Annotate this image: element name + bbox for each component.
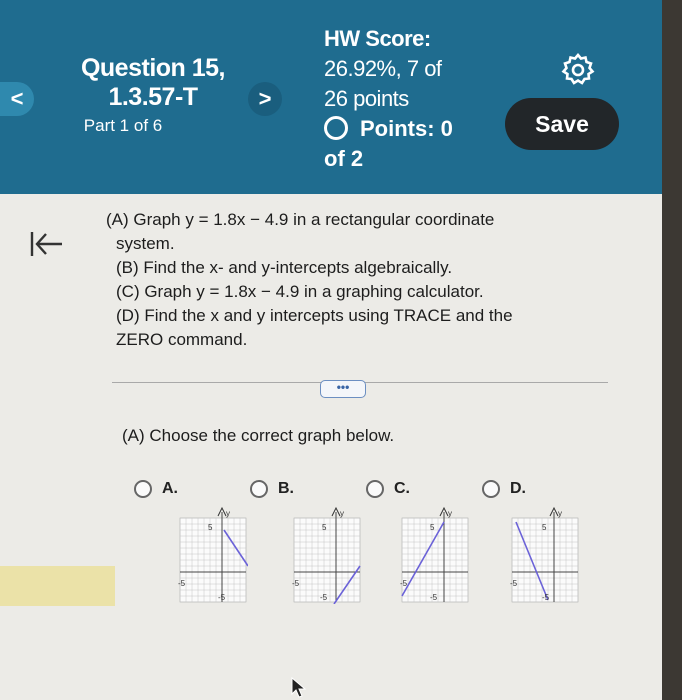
problem-part-c: (C) Graph y = 1.8x − 4.9 in a graphing calculator. bbox=[116, 282, 484, 301]
points-value: Points: 0 bbox=[360, 116, 453, 141]
part-a-prompt: (A) Choose the correct graph below. bbox=[122, 426, 395, 445]
graph-a-five: 5 bbox=[208, 523, 213, 532]
header-bar bbox=[0, 0, 662, 194]
question-part: Part 1 of 6 bbox=[83, 116, 163, 135]
points-ring-icon bbox=[324, 116, 348, 140]
graph-c-neg-five: -5 bbox=[400, 579, 408, 588]
problem-part-a-cont: system. bbox=[116, 234, 175, 253]
points-total: of 2 bbox=[324, 146, 364, 171]
question-title bbox=[58, 54, 248, 112]
graph-a-y-label: y bbox=[226, 509, 230, 518]
graph-a-neg-five: -5 bbox=[178, 579, 186, 588]
grid bbox=[402, 518, 468, 602]
question-id: 1.3.57-T bbox=[108, 83, 198, 111]
chevron-right-icon: > bbox=[258, 86, 272, 111]
graph-a[interactable] bbox=[176, 504, 248, 604]
radio-d[interactable] bbox=[482, 480, 500, 498]
graph-b-five: 5 bbox=[322, 523, 327, 532]
next-question-button[interactable] bbox=[248, 82, 282, 116]
graph-c[interactable] bbox=[398, 504, 470, 604]
hw-score-label: HW Score: bbox=[324, 26, 431, 51]
question-content bbox=[0, 194, 662, 700]
graph-c-y-label: y bbox=[448, 509, 452, 518]
graph-b[interactable] bbox=[290, 504, 362, 604]
graph-b-neg-five: -5 bbox=[292, 579, 300, 588]
problem-statement bbox=[106, 208, 586, 352]
problem-part-d-cont: ZERO command. bbox=[116, 330, 248, 349]
radio-c[interactable] bbox=[366, 480, 384, 498]
radio-a[interactable] bbox=[134, 480, 152, 498]
radio-b[interactable] bbox=[250, 480, 268, 498]
graph-d-y-label: y bbox=[558, 509, 562, 518]
graph-a-neg-five-y: -5 bbox=[218, 593, 226, 602]
hw-score bbox=[324, 24, 514, 114]
option-a-label: A. bbox=[162, 480, 178, 497]
problem-part-b: (B) Find the x- and y-intercepts algebraically. bbox=[116, 258, 453, 277]
option-d[interactable] bbox=[482, 480, 526, 498]
problem-part-a: (A) Graph y = 1.8x − 4.9 in a rectangular coordinate bbox=[106, 210, 495, 229]
graph-d-neg-five-y: -5 bbox=[542, 593, 550, 602]
graph-b-neg-five-y: -5 bbox=[320, 593, 328, 602]
problem-part-d: (D) Find the x and y intercepts using TRACE and the bbox=[116, 306, 513, 325]
save-button[interactable]: Save bbox=[505, 98, 619, 150]
option-c[interactable] bbox=[366, 480, 410, 498]
option-c-label: C. bbox=[394, 480, 410, 497]
graph-c-five: 5 bbox=[430, 523, 435, 532]
collapse-left-icon[interactable] bbox=[26, 224, 66, 264]
gear-icon[interactable] bbox=[560, 52, 596, 88]
graph-b-y-label: y bbox=[340, 509, 344, 518]
graph-d-neg-five: -5 bbox=[510, 579, 518, 588]
expand-more-button[interactable]: ••• bbox=[320, 380, 366, 398]
grid bbox=[294, 518, 360, 602]
previous-question-button[interactable] bbox=[0, 82, 34, 116]
mouse-cursor-icon bbox=[290, 676, 308, 698]
option-a[interactable] bbox=[134, 480, 178, 498]
hw-score-points: 26 points bbox=[324, 86, 409, 111]
option-b-label: B. bbox=[278, 480, 294, 497]
question-number: Question 15, bbox=[80, 54, 226, 82]
graph-c-neg-five-y: -5 bbox=[430, 593, 438, 602]
grid bbox=[180, 518, 246, 602]
option-b[interactable] bbox=[250, 480, 294, 498]
question-points bbox=[324, 114, 504, 174]
highlight-region bbox=[0, 566, 115, 606]
hw-score-value: 26.92%, 7 of bbox=[324, 56, 442, 81]
option-d-label: D. bbox=[510, 480, 526, 497]
graph-d[interactable] bbox=[508, 504, 580, 604]
chevron-left-icon: < bbox=[10, 86, 24, 111]
graph-d-five: 5 bbox=[542, 523, 547, 532]
